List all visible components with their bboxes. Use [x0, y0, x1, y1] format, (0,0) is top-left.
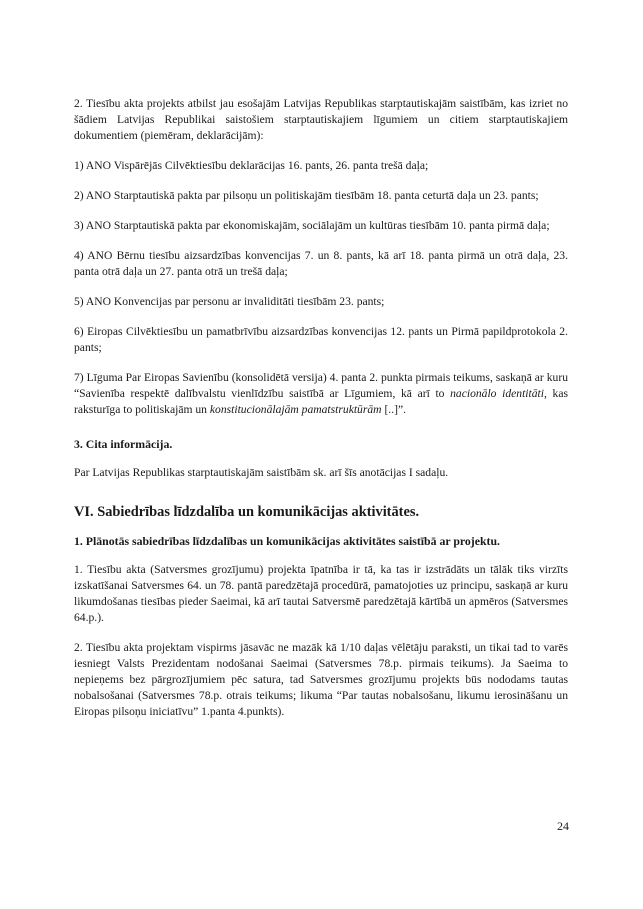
document-page — [74, 96, 568, 734]
intl-obligations-intro: 2. Tiesību akta projekts atbilst jau esošajām Latvijas Republikas starptautiskajām saistībām, kas izriet no šādiem Latvijas Republikai saistošiem starptautiskajiem līgumiem un citiem starptautiskajiem dokumentiem (piemēram, deklarācijām): — [74, 97, 568, 142]
intl-item-7-italic-b: konstitucionālajām pamatstruktūrām — [209, 403, 382, 416]
intl-item-3: 3) ANO Starptautiskā pakta par ekonomiskajām, sociālajām un kultūras tiesībām 10. panta pirmā daļa; — [74, 219, 550, 232]
intl-item-4: 4) ANO Bērnu tiesību aizsardzības konvencijas 7. un 8. pants, kā arī 18. panta pirmā un otrā daļa, 23. panta otrā daļa un 27. panta otrā un trešā daļa; — [74, 249, 568, 278]
intl-item-1: 1) ANO Vispārējās Cilvēktiesību deklarācijas 16. pants, 26. panta trešā daļa; — [74, 159, 429, 172]
intl-item-7-text-c: [..]”. — [381, 403, 407, 416]
intl-item-7-italic-a: nacionālo identitāti — [450, 387, 544, 400]
section-vi-subheading: 1. Plānotās sabiedrības līdzdalības un komunikācijas aktivitātes saistībā ar projektu. — [74, 534, 500, 548]
other-info-heading: 3. Cita informācija. — [74, 437, 173, 451]
section-vi-paragraph-2: 2. Tiesību akta projektam vispirms jāsavāc ne mazāk kā 1/10 daļas vēlētāju paraksti, un tikai tad to varēs iesniegt Valsts Prezidentam nodošanai Saeimai (Satversmes 78.p. pirmais teikums). Ja Saeima to nepieņems bez pārgrozījumiem pēc satura, tad Satversmes grozījumu projekts būs nododams tautas nobalsošanai (Satversmes 78.p. otrais teikums; likuma “Par tautas nobalsošanu, likumu ierosināšanu un Eiropas pilsoņu iniciatīvu” 1.panta 4.punkts). — [74, 641, 568, 718]
intl-item-7 — [74, 370, 568, 418]
other-info-text: Par Latvijas Republikas starptautiskajām saistībām sk. arī šīs anotācijas I sadaļu. — [74, 466, 449, 479]
intl-item-7-text-b: , kas raksturīga to politiskajām un — [74, 387, 568, 416]
intl-item-2: 2) ANO Starptautiskā pakta par pilsoņu un politiskajām tiesībām 18. panta ceturtā daļa un 23. pants; — [74, 189, 539, 202]
intl-item-5: 5) ANO Konvencijas par personu ar invaliditāti tiesībām 23. pants; — [74, 295, 385, 308]
page-number: 24 — [557, 819, 569, 833]
section-vi-heading: VI. Sabiedrības līdzdalība un komunikācijas aktivitātes. — [74, 504, 420, 520]
section-vi-paragraph-1: 1. Tiesību akta (Satversmes grozījumu) projekta īpatnība ir tā, ka tas ir izstrādāts un tālāk tiks virzīts izskatīšanai Satversmes 64. un 78. pantā paredzētajā procedūrā, pamatojoties uz principu, saskaņā ar kuru likumdošanas tiesības pieder Saeimai, kā arī tautai Satversmē paredzētajā kārtībā un apmēros (Satversmes 64.p.). — [74, 563, 568, 624]
intl-item-7-text-a: 7) Līguma Par Eiropas Savienību (konsolidētā versija) 4. panta 2. punkta pirmais teikums, saskaņā ar kuru “Savienība respektē dalībvalstu vienlīdzību saistībā ar Līgumiem, kā arī to — [74, 371, 568, 400]
intl-item-6: 6) Eiropas Cilvēktiesību un pamatbrīvību aizsardzības konvencijas 12. pants un Pirmā papildprotokola 2. pants; — [74, 325, 568, 354]
